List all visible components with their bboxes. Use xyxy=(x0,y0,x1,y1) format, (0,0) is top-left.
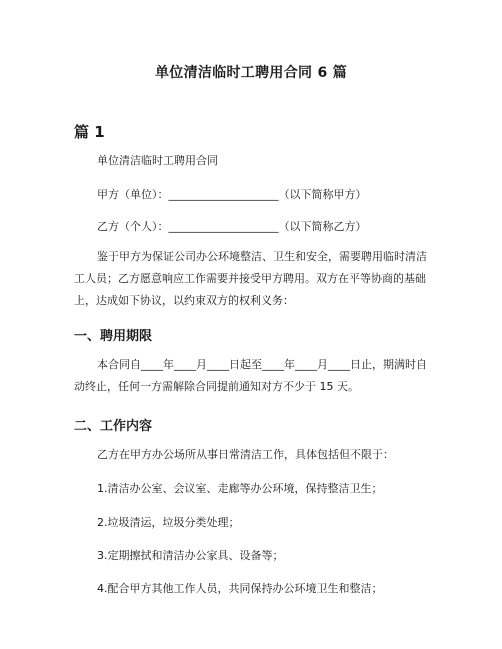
document-title: 单位清洁临时工聘用合同 6 篇 xyxy=(155,65,347,81)
party-b-line: 乙方（个人）：____________________（以下简称乙方） xyxy=(97,220,367,233)
duties-intro: 乙方在甲方办公场所从事日常清洁工作，具体包括但不限于： xyxy=(97,448,394,461)
duty-item: 4.配合甲方其他工作人员，共同保持办公环境卫生和整洁； xyxy=(97,582,383,595)
section-heading-duties: 二、工作内容 xyxy=(74,419,153,434)
duty-item: 3.定期擦拭和清洁办公家具、设备等； xyxy=(97,549,284,562)
intro-paragraph: 鉴于甲方为保证公司办公环境整洁、卫生和安全，需要聘用临时清洁工人员；乙方愿意响应工作需要并接受甲方聘用。双方在平等协商的基础上，达成如下协议，以约束双方的权利义务： xyxy=(74,250,427,307)
term-paragraph: 本合同自____年____月____日起至____年____月____日止，期满时自动终止，任何一方需解除合同提前通知对方不少于 15 天。 xyxy=(74,358,427,393)
section-heading-term: 一、聘用期限 xyxy=(74,329,153,344)
party-a-line: 甲方（单位）：____________________（以下简称甲方） xyxy=(97,188,367,201)
part-heading: 篇 1 xyxy=(74,123,105,141)
duty-item: 2.垃圾清运，垃圾分类处理； xyxy=(97,516,240,529)
contract-name: 单位清洁临时工聘用合同 xyxy=(97,154,218,167)
duty-item: 1.清洁办公室、会议室、走廊等办公环境，保持整洁卫生； xyxy=(97,482,383,495)
